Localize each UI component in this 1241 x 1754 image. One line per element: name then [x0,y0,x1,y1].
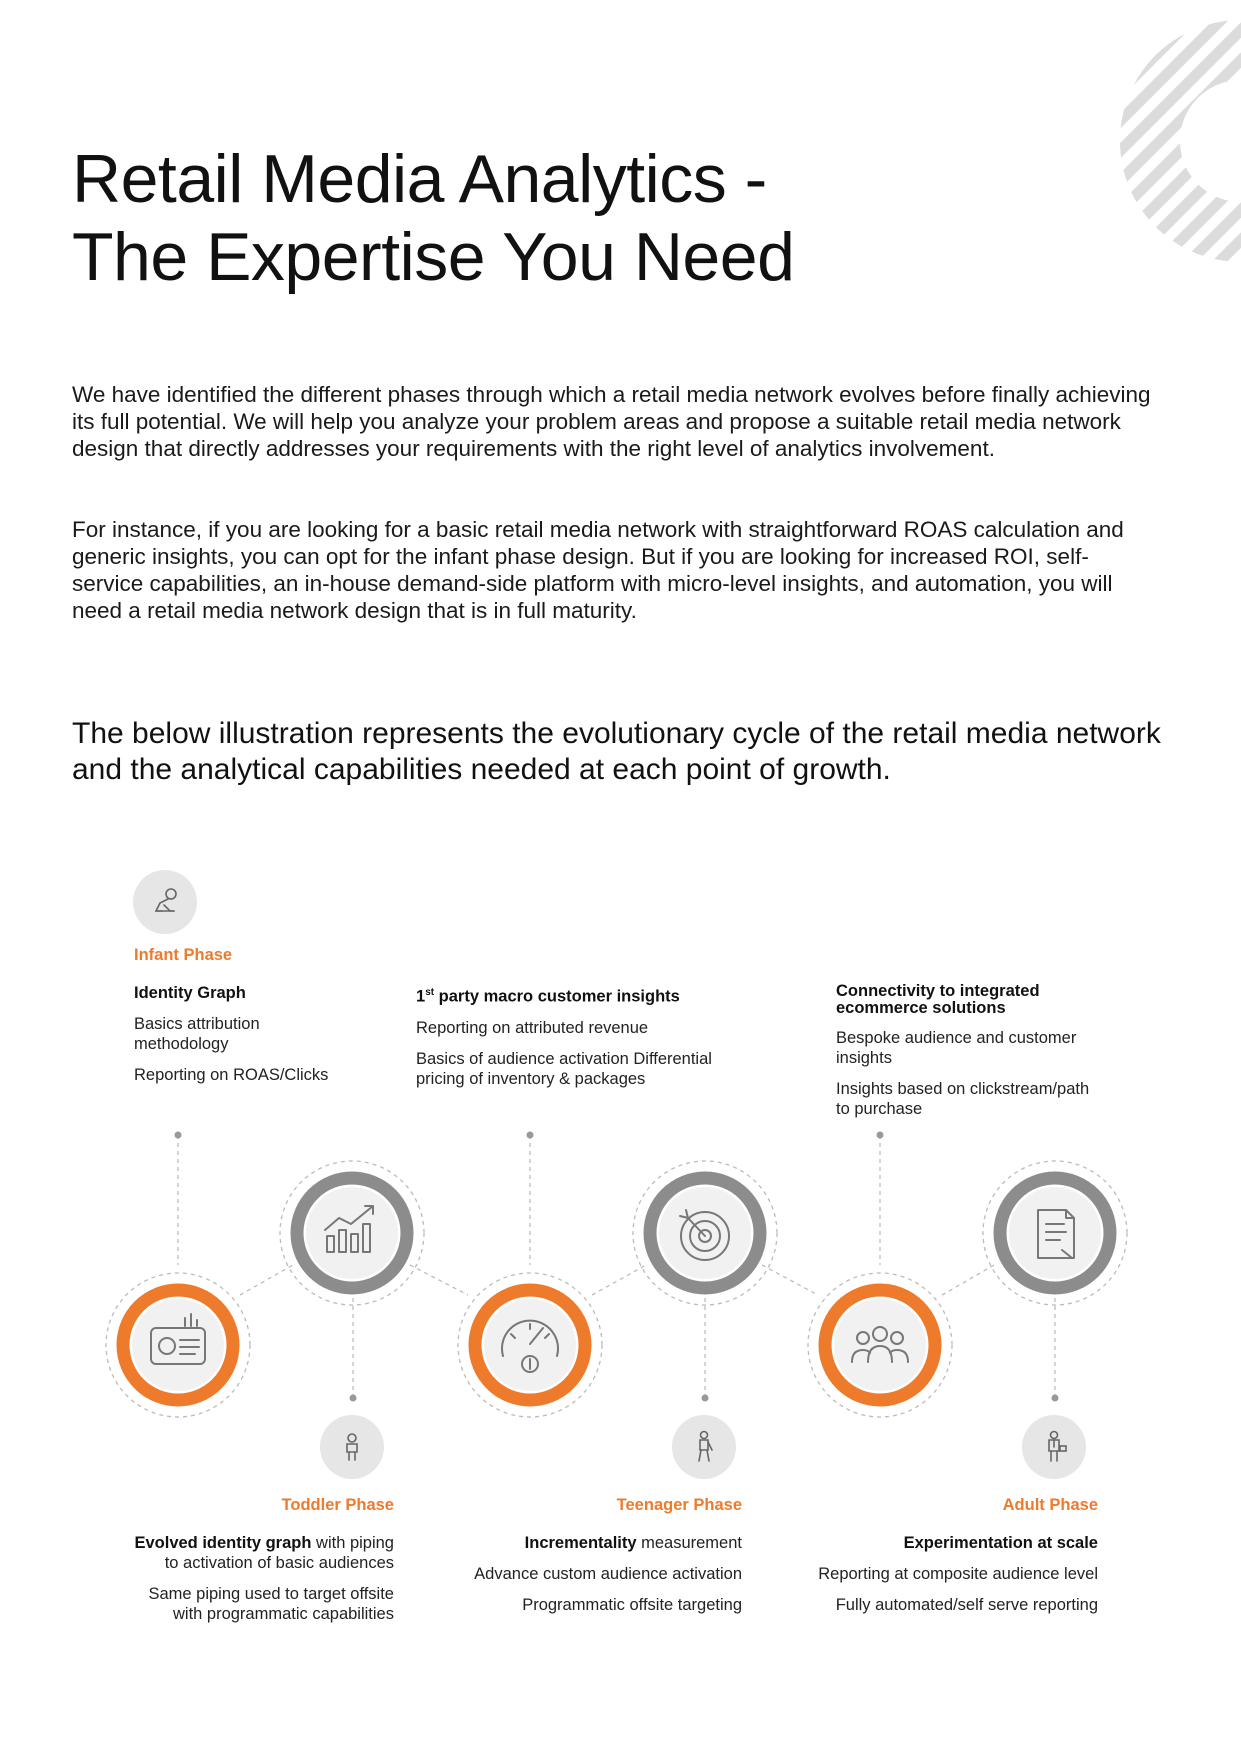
adult-item-1: Reporting at composite audience level [818,1565,1098,1583]
teenager-item-1: Advance custom audience activation [474,1565,742,1583]
teenager-heading-text: measurement [636,1534,742,1552]
infant-phase-block [134,945,334,1096]
phase-circle-3 [455,1270,605,1420]
infant-heading: Identity Graph [134,984,246,1002]
baby-icon [148,885,182,919]
middle-top-item-2: Basics of audience activation Differential pricing of inventory & packages [416,1049,712,1088]
title-line-2: The Expertise You Need [72,219,795,295]
intro-paragraph-2: For instance, if you are looking for a basic retail media network with straightforward ROAS calculation and generic insights, you can opt for the infant phase design. But if you are looking for increased ROI, self-service capabilities, an in-house demand-side platform with micro-level insights, and automation, you will need a retail media network design that is in full maturity. [72,517,1124,623]
right-top-item-1: Bespoke audience and customer insights [836,1029,1077,1067]
phase-circle-2 [277,1158,427,1308]
right-top-item-2: Insights based on clickstream/path to purchase [836,1080,1090,1118]
teenager-item-2: Programmatic offsite targeting [522,1596,742,1614]
adult-phase-block [806,1495,1098,1626]
illustration-heading: The below illustration represents the evolutionary cycle of the retail media network and the analytical capabilities needed at each point of growth. [72,717,1161,786]
toddler-heading [134,1533,394,1573]
middle-top-heading-text: party macro customer insights [434,987,680,1006]
right-top-heading: Connectivity to integrated ecommerce solutions [836,982,1040,1017]
toddler-heading-bold: Evolved identity graph [134,1534,312,1552]
infant-item-1: Basics attribution methodology [134,1015,260,1053]
toddler-icon [335,1430,369,1464]
adult-icon [1037,1430,1071,1464]
page-title [72,140,794,296]
phase-circle-6 [980,1158,1130,1308]
phase-circle-5 [805,1270,955,1420]
intro-paragraph-1: We have identified the different phases through which a retail media network evolves before finally achieving its full potential. We will help you analyze your problem areas and propose a suitable retail media network design that directly addresses your requirements with the right level of analytics involvement. [72,382,1151,461]
toddler-phase-block [134,1495,394,1635]
teenager-phase-block [466,1495,742,1626]
middle-top-heading [416,983,716,1007]
toddler-phase-label: Toddler Phase [281,1496,394,1514]
decorative-stripes [1101,0,1241,280]
teenager-icon [687,1430,721,1464]
right-top-block [836,983,1096,1130]
infant-item-2: Reporting on ROAS/Clicks [134,1066,329,1084]
middle-top-heading-num: 1 [416,987,426,1006]
toddler-heading-text: with piping to activation of basic audiences [164,1534,394,1572]
adult-item-2: Fully automated/self serve reporting [835,1596,1098,1614]
adult-phase-icon [1022,1415,1086,1479]
phase-circle-4 [630,1158,780,1308]
teenager-phase-label: Teenager Phase [616,1496,742,1514]
middle-top-item-1: Reporting on attributed revenue [416,1018,649,1037]
middle-top-heading-sup: st [425,987,435,998]
phase-circle-1 [103,1270,253,1420]
teenager-phase-icon [672,1415,736,1479]
teenager-heading [466,1533,742,1553]
evolution-diagram [0,840,1241,1680]
teenager-heading-bold: Incrementality [524,1534,637,1552]
toddler-item-1: Same piping used to target offsite with programmatic capabilities [148,1585,394,1623]
adult-phase-label: Adult Phase [1002,1496,1098,1514]
middle-top-block [416,983,716,1100]
adult-heading: Experimentation at scale [903,1534,1098,1552]
infant-phase-label: Infant Phase [134,946,233,964]
title-line-1: Retail Media Analytics - [72,141,767,217]
infant-phase-icon [133,870,197,934]
toddler-phase-icon [320,1415,384,1479]
